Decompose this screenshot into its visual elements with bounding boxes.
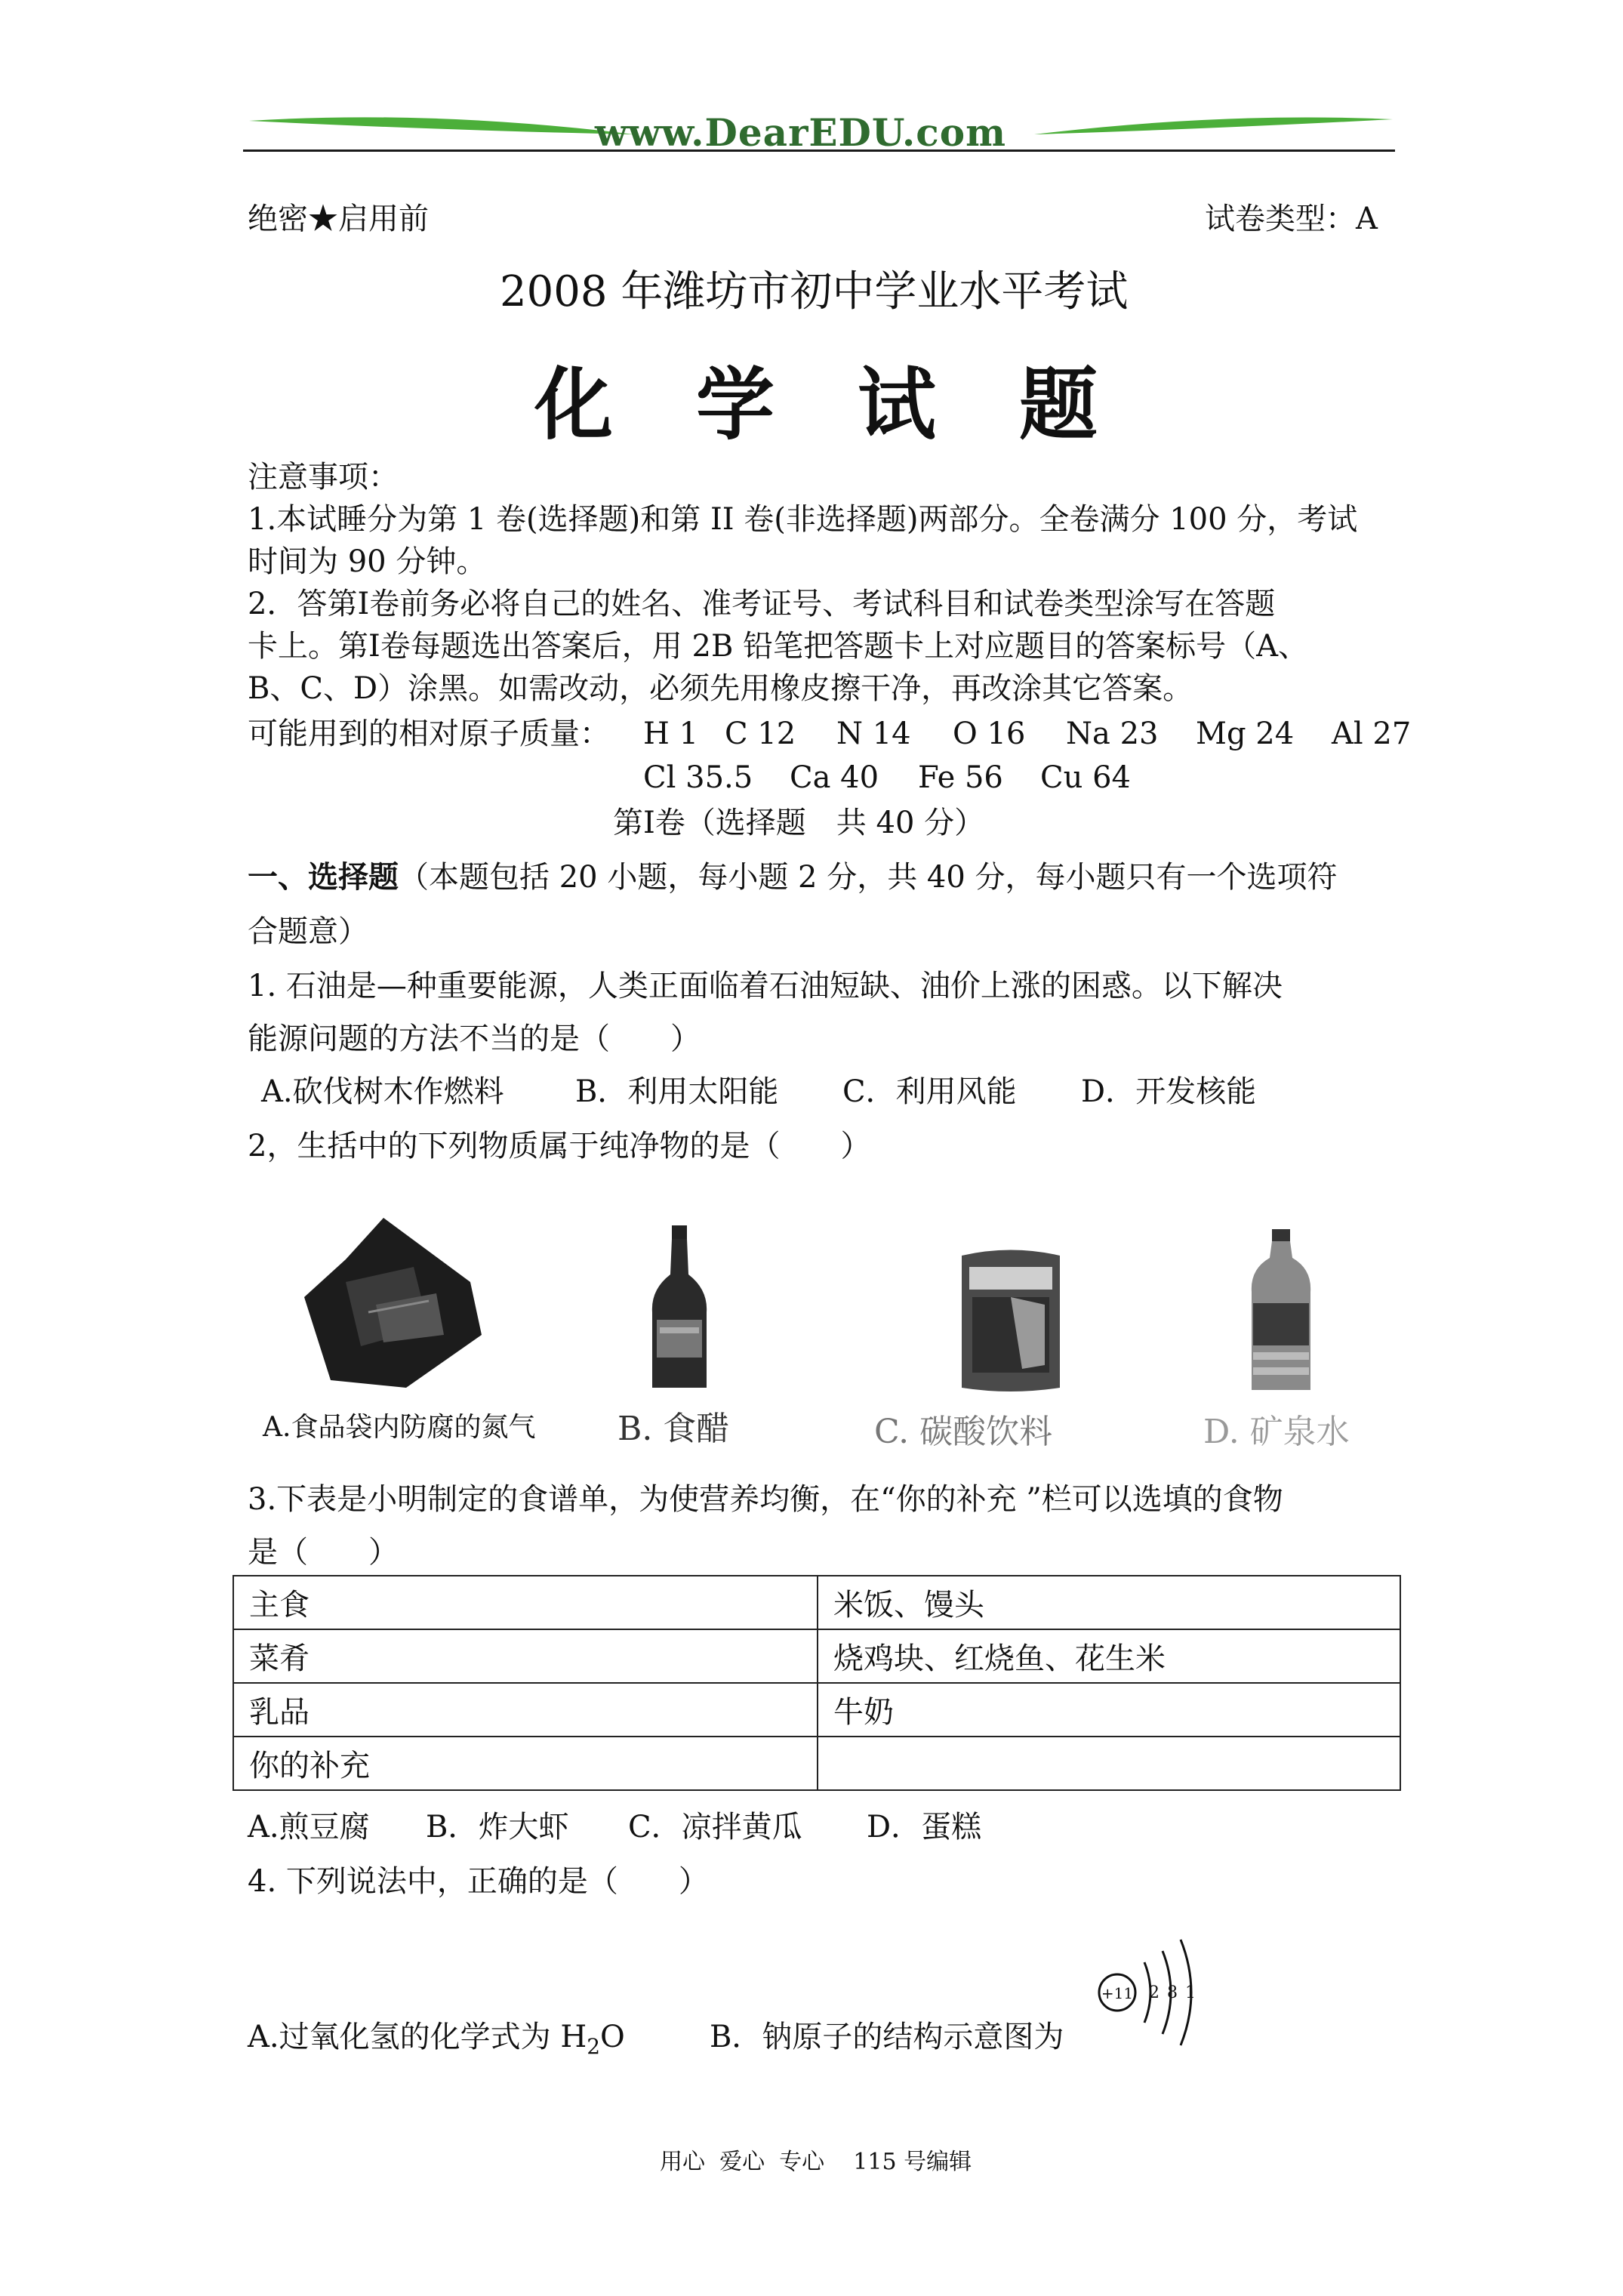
q1-option-a: A.砍伐树木作燃料: [261, 1074, 504, 1109]
q3-option-c: C．凉拌黄瓜: [628, 1810, 802, 1845]
q3-option-b: B．炸大虾: [426, 1810, 569, 1845]
q4-option-a-text: A.过氧化氢的化学式为 H: [248, 2020, 587, 2054]
notes-line: 1.本试睡分为第 1 卷(选择题)和第 II 卷(非选择题)两部分。全卷满分 100 分，考试: [248, 502, 1358, 537]
table-row: [233, 1576, 1400, 1629]
q1-option-c: C．利用风能: [842, 1074, 1017, 1109]
nucleus-label: +11: [1101, 1984, 1134, 2002]
soda-can-image: [954, 1244, 1067, 1395]
page-footer: 用心 爱心 专心 115 号编辑: [660, 2149, 972, 2175]
table-cell: 米饭、馒头: [818, 1576, 1400, 1629]
table-row: [233, 1737, 1400, 1790]
section-heading: [248, 859, 1338, 895]
menu-table: [233, 1575, 1401, 1791]
header-site-name: www.DearEDU.com: [595, 110, 1007, 155]
q3-stem: 3.下表是小明制定的食谱单，为使营养均衡，在“你的补充 ”栏可以选填的食物: [248, 1482, 1283, 1517]
q1-stem: 能源问题的方法不当的是（ ）: [248, 1022, 701, 1056]
paper-type: 试卷类型：A: [1205, 202, 1378, 236]
atomic-mass-item: Fe 56: [918, 760, 1003, 795]
q2-label-d: D. 矿泉水: [1203, 1413, 1350, 1451]
section-heading-rest: （本题包括 20 小题，每小题 2 分，共 40 分，每小题只有一个选项符: [399, 860, 1338, 895]
notes-line: B、C、D）涂黑。如需改动，必须先用橡皮擦干净，再改涂其它答案。: [248, 671, 1193, 706]
q1-option-d: D．开发核能: [1081, 1074, 1257, 1109]
atomic-mass-item: Cu 64: [1040, 760, 1131, 795]
shell-count: 8: [1167, 1983, 1178, 2002]
mineral-water-bottle-image: [1247, 1228, 1315, 1395]
shell-count: 1: [1185, 1983, 1196, 2002]
table-row: [233, 1683, 1400, 1737]
q1-stem: 1. 石油是—种重要能源，人类正面临着石油短缺、油价上涨的困惑。以下解决: [248, 969, 1283, 1003]
atomic-mass-item: Al 27: [1332, 717, 1412, 751]
notes-line: 卡上。第Ⅰ卷每题选出答案后，用 2B 铅笔把答题卡上对应题目的答案标号（A、: [248, 629, 1308, 664]
q1-option-b: B．利用太阳能: [575, 1074, 779, 1109]
atomic-mass-item: Na 23: [1066, 717, 1159, 751]
q2-stem: 2，生括中的下列物质属于纯净物的是（ ）: [248, 1129, 871, 1163]
atomic-mass-item: Ca 40: [790, 760, 879, 795]
q4-option-b: B．钠原子的结构示意图为: [710, 2020, 1064, 2054]
q3-option-d: D．蛋糕: [867, 1810, 982, 1845]
subject-title: 化学试题: [534, 359, 1181, 451]
shell-count: 2: [1149, 1983, 1160, 2002]
section-heading-bold: 一、选择题: [248, 859, 399, 895]
atomic-mass-item: Mg 24: [1196, 717, 1295, 751]
sodium-atom-diagram: [1095, 1928, 1200, 2057]
notes-line: 2．答第Ⅰ卷前务必将自己的姓名、准考证号、考试科目和试卷类型涂写在答题: [248, 587, 1276, 621]
q3-stem: 是（ ）: [248, 1535, 399, 1570]
q2-label-c: C. 碳酸饮料: [874, 1413, 1053, 1451]
atomic-mass-item: C 12: [725, 717, 796, 751]
table-cell: 你的补充: [233, 1737, 818, 1790]
q2-label-a: A.食品袋内防腐的氮气: [263, 1412, 536, 1443]
q4-option-a-subscript: 2: [587, 2034, 601, 2059]
q2-label-b: B. 食醋: [617, 1410, 730, 1448]
table-cell: [818, 1737, 1400, 1790]
part-title: 第Ⅰ卷（选择题 共 40 分）: [613, 806, 985, 840]
q4-option-a: [248, 2019, 625, 2060]
q4-stem: 4. 下列说法中，正确的是（ ）: [248, 1864, 709, 1899]
atomic-mass-item: H 1: [643, 717, 699, 751]
secret-mark: 绝密★启用前: [248, 202, 429, 236]
table-cell: 乳品: [233, 1683, 818, 1737]
atomic-mass-item: Cl 35.5: [643, 760, 753, 795]
atomic-mass-item: N 14: [836, 717, 911, 751]
table-cell: 主食: [233, 1576, 818, 1629]
q3-option-a: A.煎豆腐: [248, 1810, 370, 1845]
table-cell: 牛奶: [818, 1683, 1400, 1737]
section-heading-cont: 合题意）: [248, 914, 368, 949]
notes-heading: 注意事项：: [248, 460, 399, 495]
exam-title: 2008 年潍坊市初中学业水平考试: [500, 267, 1129, 316]
table-cell: 烧鸡块、红烧鱼、花生米: [818, 1629, 1400, 1683]
q4-option-a-tail: O: [600, 2020, 625, 2054]
notes-line: 时间为 90 分钟。: [248, 544, 487, 579]
atomic-mass-label: 可能用到的相对原子质量：: [248, 717, 610, 751]
table-cell: 菜肴: [233, 1629, 818, 1683]
atomic-mass-item: O 16: [953, 717, 1026, 751]
vinegar-bottle-image: [649, 1222, 710, 1391]
nitrogen-bag-image: [300, 1214, 489, 1395]
table-row: [233, 1629, 1400, 1683]
